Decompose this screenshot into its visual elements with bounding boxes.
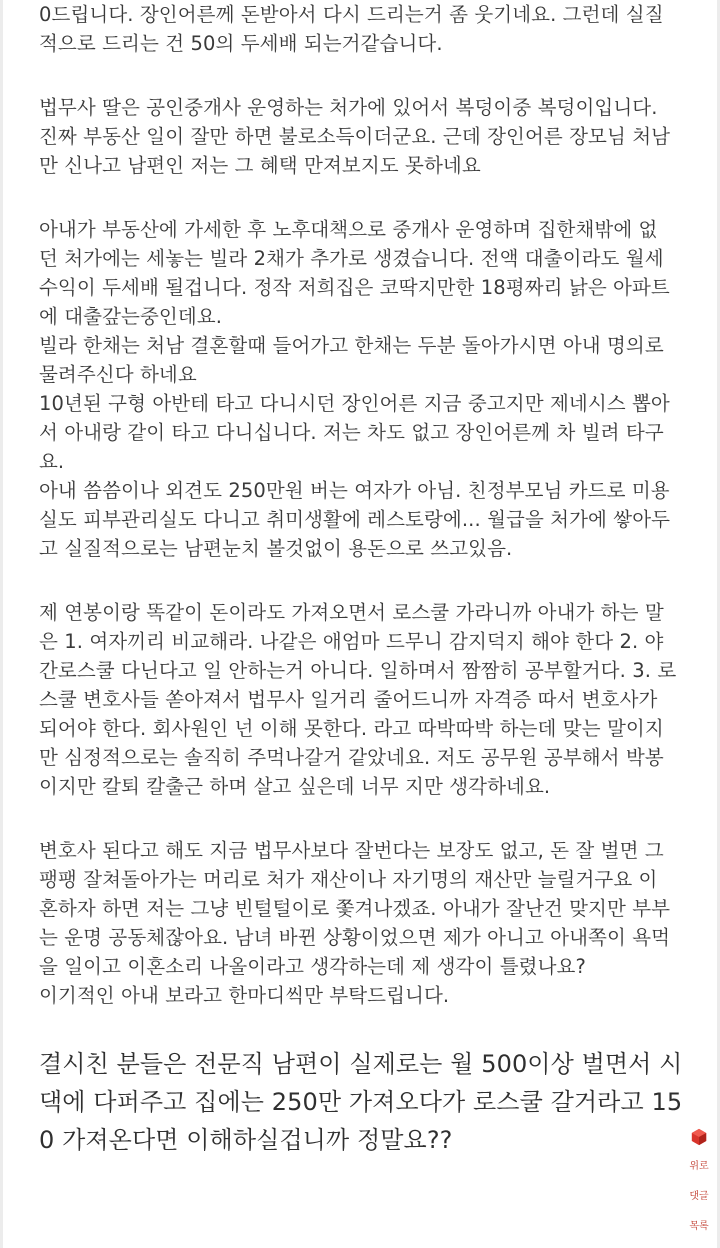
text-line: 던 처가에는 세놓는 빌라 2채가 추가로 생겼습니다. 전액 대출이라도 월세	[39, 247, 664, 270]
text-line: 법무사 딸은 공인중개사 운영하는 처가에 있어서 복덩이중 복덩이입니다.	[39, 96, 658, 119]
text-line: 스쿨 변호사들 쏟아져서 법무사 일거리 줄어드니까 자격증 따서 변호사가	[39, 688, 658, 711]
paragraph-gap	[39, 180, 695, 215]
paragraph-3	[39, 215, 695, 563]
text-line: 팽팽 잘쳐돌아가는 머리로 처가 재산이나 자기명의 재산만 늘릴거구요 이	[39, 868, 658, 891]
text-line: 제 연봉이랑 똑같이 돈이라도 가져오면서 로스쿨 가라니까 아내가 하는 말	[39, 601, 664, 624]
app-logo-button[interactable]	[684, 1122, 714, 1152]
text-line: 는 운명 공동체잖아요. 남녀 바뀐 상황이었으면 제가 아니고 아내쪽이 욕먹	[39, 926, 671, 949]
text-line: 진짜 부동산 일이 잘만 하면 불로소득이더군요. 근데 장인어른 장모님 처남	[39, 125, 671, 148]
comment-label: 댓글	[689, 1191, 709, 1202]
scroll-top-label: 위로	[689, 1161, 709, 1172]
text-line: 실도 피부관리실도 다니고 취미생활에 레스토랑에... 월급을 처가에 쌓아두	[39, 508, 671, 531]
text-line: 만 심정적으로는 솔직히 주먹나갈거 같았네요. 저도 공무원 공부해서 박봉	[39, 746, 664, 769]
article-body	[39, 0, 695, 1159]
scroll-top-button[interactable]	[684, 1152, 714, 1182]
text-line: 혼하자 하면 저는 그냥 빈털털이로 쫓겨나겠죠. 아내가 잘난건 맞지만 부부	[39, 897, 671, 920]
text-line: 아내가 부동산에 가세한 후 노후대책으로 중개사 운영하며 집한채밖에 없	[39, 218, 658, 241]
cube-logo-icon	[690, 1128, 708, 1146]
text-line: 에 대출갚는중인데요.	[39, 305, 223, 328]
text-line: 이지만 칼퇴 칼출근 하며 살고 싶은데 너무 지만 생각하네요.	[39, 775, 551, 798]
emphasis-line: 결시친 분들은 전문직 남편이 실제로는 월 500이상 벌면서 시	[39, 1050, 683, 1078]
paragraph-gap	[39, 563, 695, 598]
text-line: 이기적인 아내 보라고 한마디씩만 부탁드립니다.	[39, 984, 450, 1007]
text-line: 만 신나고 남편인 저는 그 혜택 만져보지도 못하네요	[39, 154, 481, 177]
text-line: 고 실질적으로는 남편눈치 볼것없이 용돈으로 쓰고있음.	[39, 537, 513, 560]
emphasis-line: 0 가져온다면 이해하실겁니까 정말요??	[39, 1126, 453, 1154]
text-line: 간로스쿨 다닌다고 일 안하는거 아니다. 일하며서 짬짬히 공부할거다. 3. 로	[39, 659, 677, 682]
text-line: 변호사 된다고 해도 지금 법무사보다 잘번다는 보장도 없고, 돈 잘 벌면 그	[39, 839, 664, 862]
text-line: 빌라 한채는 처남 결혼할때 들어가고 한채는 두분 돌아가시면 아내 명의로	[39, 334, 664, 357]
paragraph-gap	[39, 58, 695, 93]
paragraph-gap	[39, 801, 695, 836]
text-line: 0드립니다. 장인어른께 돈받아서 다시 드리는거 좀 웃기네요. 그런데 실질	[39, 3, 664, 26]
text-line: 10년된 구형 아반테 타고 다니시던 장인어른 지금 중고지만 제네시스 뽑아	[39, 392, 670, 415]
list-label: 목록	[689, 1221, 709, 1232]
text-line: 적으로 드리는 건 50의 두세배 되는거같습니다.	[39, 32, 443, 55]
text-line: 을 일이고 이혼소리 나올이라고 생각하는데 제 생각이 틀렸나요?	[39, 955, 586, 978]
paragraph-4	[39, 598, 695, 801]
text-line: 되어야 한다. 회사원인 넌 이해 못한다. 라고 따박따박 하는데 맞는 말이지	[39, 717, 664, 740]
floating-menu	[684, 1122, 714, 1242]
emphasis-line: 댁에 다퍼주고 집에는 250만 가져오다가 로스쿨 갈거라고 15	[39, 1088, 683, 1116]
text-line: 아내 씀씀이나 외견도 250만원 버는 여자가 아님. 친정부모님 카드로 미용	[39, 479, 670, 502]
text-line: 수익이 두세배 될겁니다. 정작 저희집은 코딱지만한 18평짜리 낡은 아파트	[39, 276, 670, 299]
emphasis-paragraph	[39, 1045, 695, 1159]
text-line: 서 아내랑 같이 타고 다니십니다. 저는 차도 없고 장인어른께 차 빌려 타구	[39, 421, 664, 444]
list-button[interactable]	[684, 1212, 714, 1242]
paragraph-gap	[39, 1010, 695, 1045]
paragraph-2	[39, 93, 695, 180]
text-line: 물려주신다 하네요	[39, 363, 197, 386]
paragraph-5	[39, 836, 695, 1010]
comment-button[interactable]	[684, 1182, 714, 1212]
text-line: 요.	[39, 450, 65, 473]
paragraph-1	[39, 0, 695, 58]
text-line: 은 1. 여자끼리 비교해라. 나같은 애엄마 드무니 감지덕지 해야 한다 2. 야	[39, 630, 664, 653]
